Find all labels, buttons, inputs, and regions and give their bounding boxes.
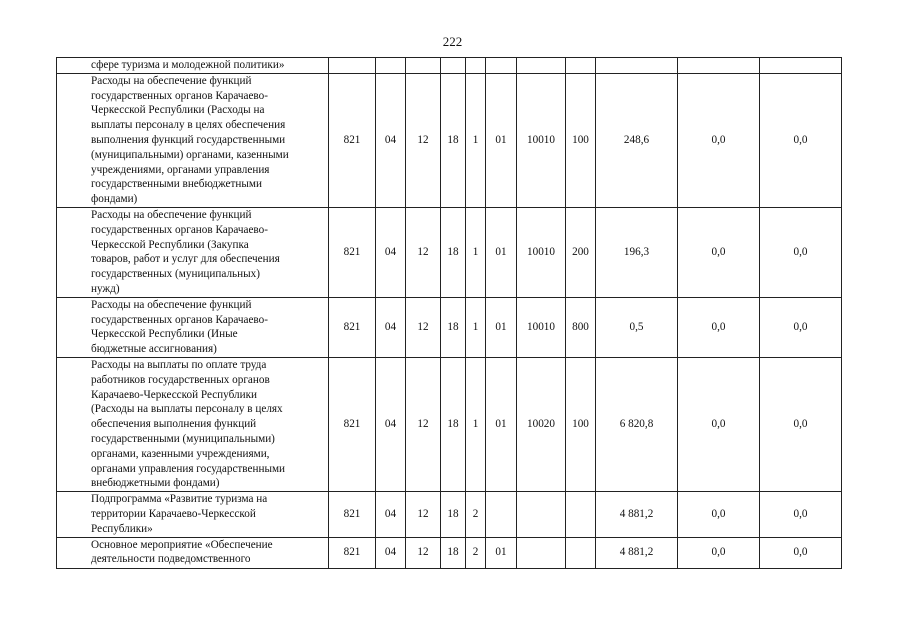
table-row: [57, 492, 842, 537]
cell-section: 04: [376, 207, 406, 297]
cell-program: 18: [441, 492, 466, 537]
cell-subprogram: 1: [466, 357, 486, 491]
cell-ministry-code: 821: [329, 357, 376, 491]
page-number: 222: [442, 34, 463, 49]
cell-ministry-code: 821: [329, 73, 376, 207]
cell-subprogram: 2: [466, 492, 486, 537]
row-description: Расходы на обеспечение функций государственных органов Карачаево- Черкесской Республики (Иные бюджетные ассигнования): [57, 297, 329, 357]
budget-table: [56, 57, 842, 569]
cell-section: [376, 58, 406, 74]
cell-subprogram: 2: [466, 537, 486, 568]
cell-amount-3: 0,0: [760, 297, 842, 357]
cell-amount-2: 0,0: [678, 492, 760, 537]
cell-direction: 10010: [517, 297, 566, 357]
cell-amount-2: 0,0: [678, 207, 760, 297]
cell-section: 04: [376, 357, 406, 491]
cell-expense-type: [566, 537, 596, 568]
cell-subprogram: 1: [466, 73, 486, 207]
cell-section: 04: [376, 73, 406, 207]
cell-direction: [517, 537, 566, 568]
cell-subprogram: [466, 58, 486, 74]
row-description: Расходы на обеспечение функций государственных органов Карачаево- Черкесской Республики (Закупка товаров, работ и услуг для обеспечения государственных (муниципальных) нужд): [57, 207, 329, 297]
table-row: [57, 58, 842, 74]
cell-program: 18: [441, 537, 466, 568]
cell-subsection: 12: [406, 73, 441, 207]
cell-amount-3: 0,0: [760, 357, 842, 491]
cell-amount-3: 0,0: [760, 73, 842, 207]
cell-section: 04: [376, 492, 406, 537]
cell-program: 18: [441, 357, 466, 491]
cell-ministry-code: 821: [329, 207, 376, 297]
row-description: сфере туризма и молодежной политики»: [57, 58, 329, 74]
cell-activity: 01: [486, 297, 517, 357]
table-row: [57, 537, 842, 568]
table-row: [57, 73, 842, 207]
cell-activity: 01: [486, 357, 517, 491]
cell-program: 18: [441, 207, 466, 297]
cell-activity: 01: [486, 73, 517, 207]
cell-program: [441, 58, 466, 74]
cell-subprogram: 1: [466, 297, 486, 357]
cell-amount-2: 0,0: [678, 297, 760, 357]
cell-amount-3: [760, 58, 842, 74]
cell-amount-1: 4 881,2: [596, 537, 678, 568]
table-row: [57, 297, 842, 357]
table-row: [57, 357, 842, 491]
cell-amount-2: 0,0: [678, 357, 760, 491]
cell-subsection: [406, 58, 441, 74]
cell-amount-2: 0,0: [678, 537, 760, 568]
cell-amount-3: 0,0: [760, 207, 842, 297]
row-description: Расходы на обеспечение функций государственных органов Карачаево- Черкесской Республики (Расходы на выплаты персоналу в целях обеспечения выполнения функций государственными (муниципальными) органами, казенными учреждениями, органами управления государственными внебюджетными фондами): [57, 73, 329, 207]
cell-subprogram: 1: [466, 207, 486, 297]
cell-expense-type: 100: [566, 73, 596, 207]
cell-amount-1: 196,3: [596, 207, 678, 297]
cell-expense-type: [566, 492, 596, 537]
cell-subsection: 12: [406, 207, 441, 297]
cell-amount-1: 248,6: [596, 73, 678, 207]
cell-amount-3: 0,0: [760, 537, 842, 568]
cell-section: 04: [376, 297, 406, 357]
cell-direction: 10010: [517, 73, 566, 207]
row-description: Подпрограмма «Развитие туризма на территории Карачаево-Черкесской Республики»: [57, 492, 329, 537]
cell-expense-type: 100: [566, 357, 596, 491]
cell-subsection: 12: [406, 297, 441, 357]
row-description: Основное мероприятие «Обеспечение деятельности подведомственного: [57, 537, 329, 568]
cell-program: 18: [441, 73, 466, 207]
cell-amount-1: 6 820,8: [596, 357, 678, 491]
cell-ministry-code: 821: [329, 297, 376, 357]
cell-amount-1: 0,5: [596, 297, 678, 357]
cell-direction: 10020: [517, 357, 566, 491]
cell-program: 18: [441, 297, 466, 357]
cell-section: 04: [376, 537, 406, 568]
cell-subsection: 12: [406, 357, 441, 491]
row-description: Расходы на выплаты по оплате труда работников государственных органов Карачаево-Черкесской Республики (Расходы на выплаты персоналу в целях обеспечения выполнения функций государственными (муниципальными) органами, казенными учреждениями, органами управления государственными внебюджетными фондами): [57, 357, 329, 491]
cell-amount-1: [596, 58, 678, 74]
cell-amount-3: 0,0: [760, 492, 842, 537]
cell-subsection: 12: [406, 492, 441, 537]
table-row: [57, 207, 842, 297]
cell-ministry-code: 821: [329, 537, 376, 568]
cell-activity: 01: [486, 537, 517, 568]
cell-direction: [517, 492, 566, 537]
cell-activity: [486, 58, 517, 74]
cell-expense-type: 800: [566, 297, 596, 357]
cell-ministry-code: [329, 58, 376, 74]
cell-amount-1: 4 881,2: [596, 492, 678, 537]
cell-expense-type: 200: [566, 207, 596, 297]
cell-expense-type: [566, 58, 596, 74]
cell-direction: [517, 58, 566, 74]
cell-subsection: 12: [406, 537, 441, 568]
cell-activity: [486, 492, 517, 537]
cell-activity: 01: [486, 207, 517, 297]
cell-ministry-code: 821: [329, 492, 376, 537]
cell-amount-2: 0,0: [678, 73, 760, 207]
cell-amount-2: [678, 58, 760, 74]
cell-direction: 10010: [517, 207, 566, 297]
